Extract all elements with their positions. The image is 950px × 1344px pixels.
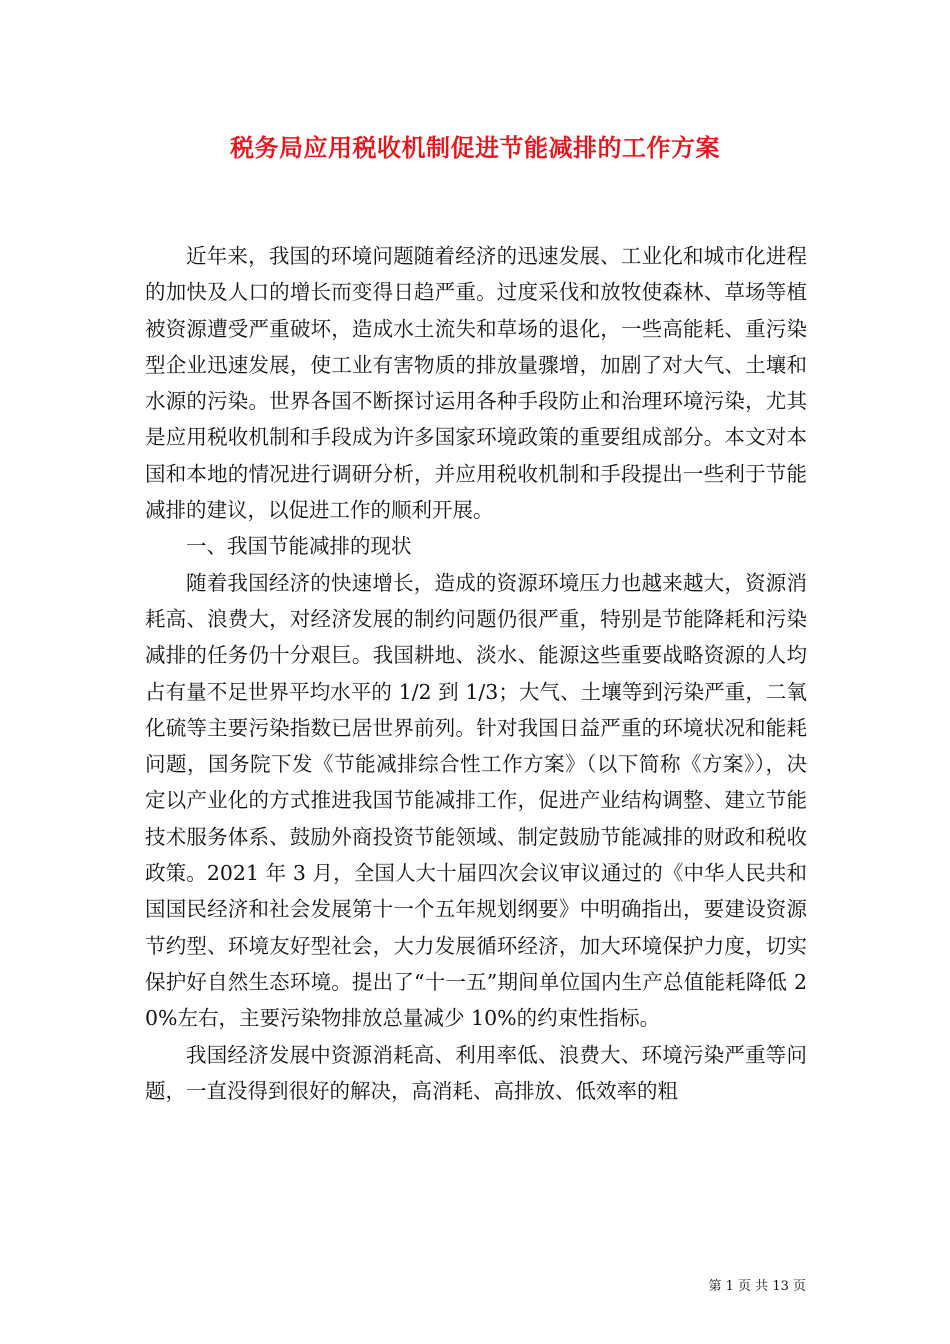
- page-number-footer: 第 1 页 共 13 页: [708, 1279, 806, 1294]
- section-heading: 一、我国节能减排的现状: [186, 534, 412, 559]
- paragraph-problems: 我国经济发展中资源消耗高、利用率低、浪费大、环境污染严重等问题，一直没得到很好的解决，高消耗、高排放、低效率的粗: [145, 1042, 807, 1103]
- document-title: 税务局应用税收机制促进节能减排的工作方案: [230, 133, 720, 162]
- document-body: [145, 238, 807, 1109]
- paragraph-intro: 近年来，我国的环境问题随着经济的迅速发展、工业化和城市化进程的加快及人口的增长而变得日趋严重。过度采伐和放牧使森林、草场等植被资源遭受严重破坏，造成水土流失和草场的退化，一些高能耗、重污染型企业迅速发展，使工业有害物质的排放量骤增，加剧了对大气、土壤和水源的污染。世界各国不断探讨运用各种手段防止和治理环境污染，尤其是应用税收机制和手段成为许多国家环境政策的重要组成部分。本文对本国和本地的情况进行调研分析，并应用税收机制和手段提出一些利于节能减排的建议，以促进工作的顺利开展。: [145, 244, 807, 523]
- paragraph-current-status: 随着我国经济的快速增长，造成的资源环境压力也越来越大，资源消耗高、浪费大，对经济发展的制约问题仍很严重，特别是节能降耗和污染减排的任务仍十分艰巨。我国耕地、淡水、能源这些重要战略资源的人均占有量不足世界平均水平的 1/2 到 1/3；大气、土壤等到污染严重，二氧化硫等主要污染指数已居世界前列。针对我国日益严重的环境状况和能耗问题，国务院下发《节能减排综合性工作方案》（以下简称《方案》），决定以产业化的方式推进我国节能减排工作，促进产业结构调整、建立节能技术服务体系、鼓励外商投资节能领域、制定鼓励节能减排的财政和税收政策。2021 年 3 月，全国人大十届四次会议审议通过的《中华人民共和国国民经济和社会发展第十一个五年规划纲要》中明确指出，要建设资源节约型、环境友好型社会，大力发展循环经济，加大环境保护力度，切实保护好自然生态环境。提出了“十一五”期间单位国内生产总值能耗降低 20%左右，主要污染物排放总量减少 10%的约束性指标。: [145, 570, 807, 1031]
